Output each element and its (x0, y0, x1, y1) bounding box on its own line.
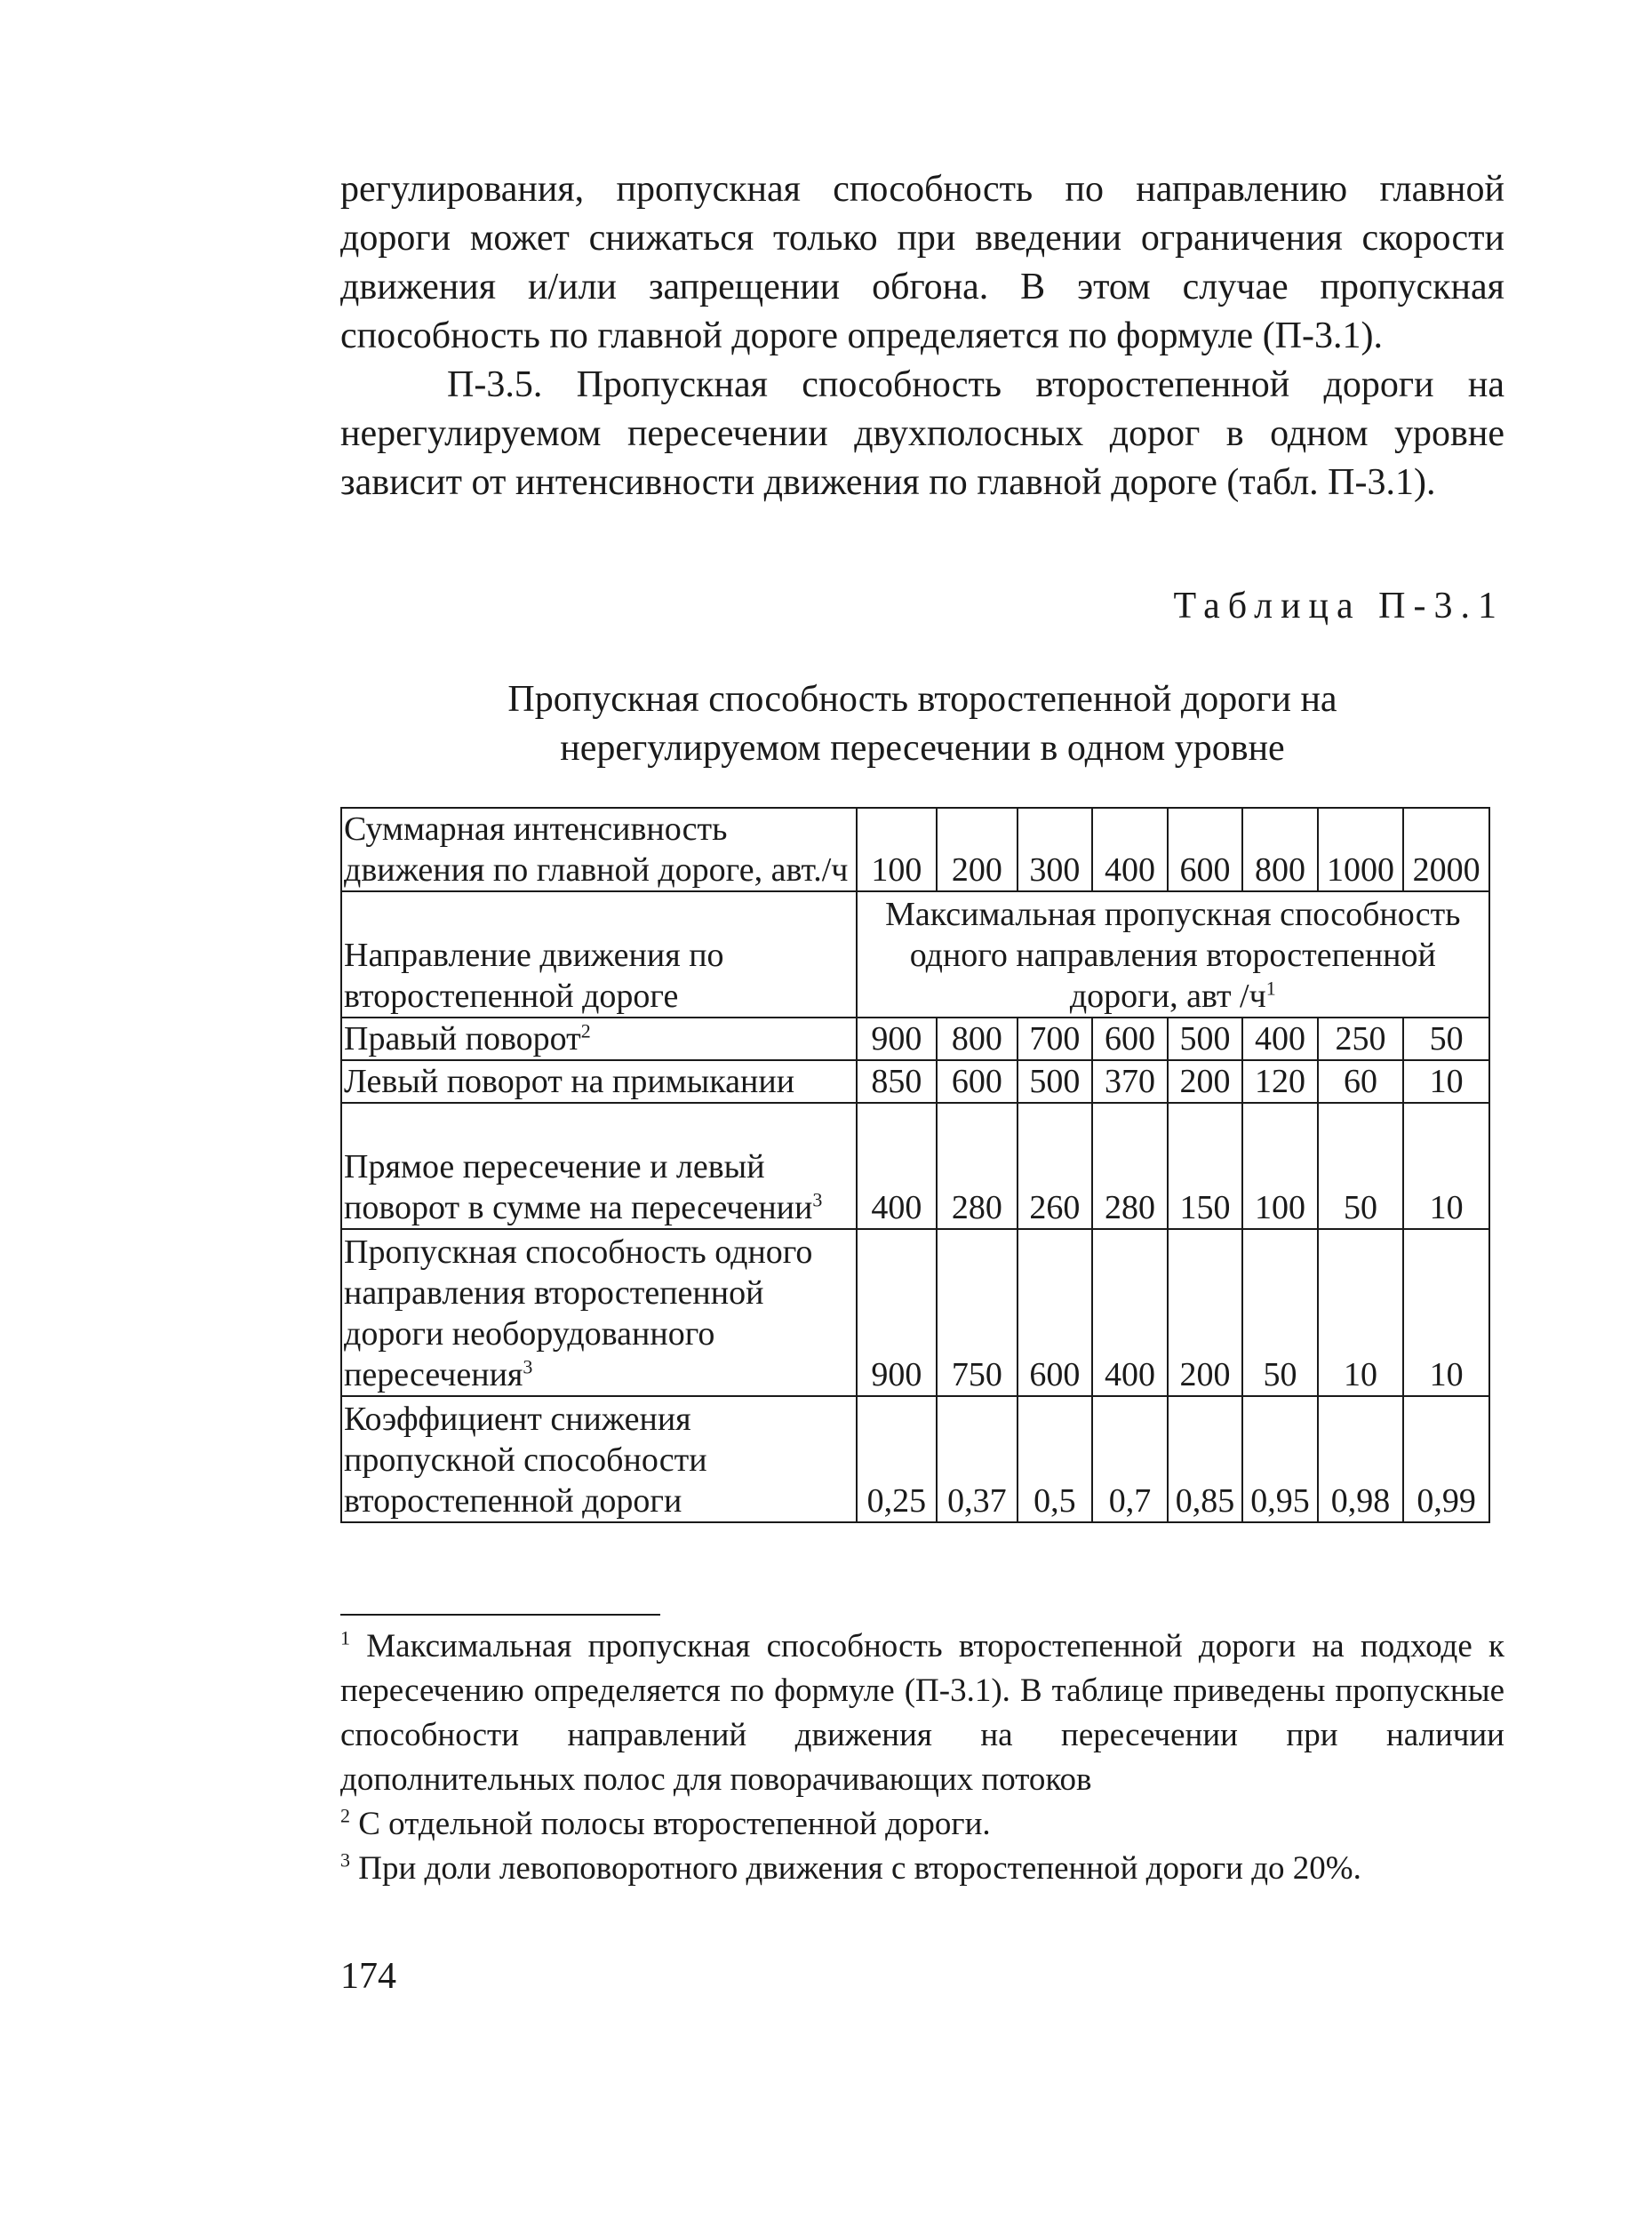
document-page (340, 0, 1504, 2219)
footnote-2 (340, 1802, 1504, 1847)
value-cell: 280 (937, 1103, 1018, 1229)
header-value-cell: 1000 (1318, 808, 1404, 891)
row-label: Правый поворот (344, 1020, 581, 1058)
value-cell: 700 (1018, 1018, 1093, 1060)
value-cell: 900 (857, 1018, 938, 1060)
header-value-cell: 600 (1168, 808, 1243, 891)
row-label: Прямое пересечение и левый поворот в сумме на пересечении (344, 1148, 813, 1226)
value-cell: 400 (1242, 1018, 1318, 1060)
value-cell: 50 (1318, 1103, 1404, 1229)
header-value-cell: 200 (937, 808, 1018, 891)
value-cell: 200 (1168, 1060, 1243, 1103)
subheader-merged-text: Максимальная пропускная способность одного направления второстепенной дороги, авт /ч (885, 896, 1461, 1015)
value-cell: 0,99 (1403, 1396, 1489, 1522)
value-cell: 0,37 (937, 1396, 1018, 1522)
row-label-cell (341, 1396, 857, 1522)
table-row (341, 1396, 1489, 1522)
value-cell: 0,95 (1242, 1396, 1318, 1522)
value-cell: 50 (1403, 1018, 1489, 1060)
value-cell: 60 (1318, 1060, 1404, 1103)
footnote-marker: 3 (340, 1848, 350, 1872)
row-label: Левый поворот на примыкании (344, 1063, 795, 1100)
footnote-marker: 3 (812, 1188, 823, 1211)
subheader-label-cell: Направление движения по второстепенной дороге (341, 891, 857, 1018)
row-label-cell (341, 1018, 857, 1060)
table-header-row (341, 808, 1489, 891)
row-label: Пропускная способность одного направления второстепенной дороги необорудованного пересечения (344, 1233, 813, 1393)
row-label: Коэффициент снижения пропускной способности второстепенной дороги (344, 1401, 707, 1520)
header-label-cell: Суммарная интенсивность движения по главной дороге, авт./ч (341, 808, 857, 891)
header-value-cell: 100 (857, 808, 938, 891)
header-value-cell: 300 (1018, 808, 1093, 891)
value-cell: 10 (1403, 1103, 1489, 1229)
subheader-merged-cell (857, 891, 1489, 1018)
row-label-cell (341, 1229, 857, 1396)
table-label: Таблица П-3.1 (1173, 586, 1504, 627)
header-value-cell: 800 (1242, 808, 1318, 891)
footnote-text: С отдельной полосы второстепенной дороги. (358, 1806, 991, 1842)
value-cell: 600 (937, 1060, 1018, 1103)
table-row (341, 1103, 1489, 1229)
value-cell: 260 (1018, 1103, 1093, 1229)
value-cell: 850 (857, 1060, 938, 1103)
value-cell: 250 (1318, 1018, 1404, 1060)
table-subheader-row (341, 891, 1489, 1018)
value-cell: 0,5 (1018, 1396, 1093, 1522)
value-cell: 900 (857, 1229, 938, 1396)
page-number: 174 (340, 1956, 396, 1997)
capacity-table (340, 807, 1490, 1523)
value-cell: 150 (1168, 1103, 1243, 1229)
value-cell: 500 (1168, 1018, 1243, 1060)
header-value-cell: 2000 (1403, 808, 1489, 891)
row-label-cell (341, 1060, 857, 1103)
value-cell: 600 (1018, 1229, 1093, 1396)
footnote-marker: 1 (340, 1626, 350, 1649)
value-cell: 10 (1403, 1229, 1489, 1396)
footnote-marker: 1 (1265, 977, 1276, 1000)
table-row (341, 1018, 1489, 1060)
value-cell: 800 (937, 1018, 1018, 1060)
value-cell: 400 (1092, 1229, 1168, 1396)
table-title-line-2: нерегулируемом пересечении в одном уровне (560, 728, 1285, 769)
value-cell: 0,85 (1168, 1396, 1243, 1522)
footnotes (340, 1624, 1504, 1891)
footnote-marker: 2 (340, 1804, 350, 1827)
value-cell: 200 (1168, 1229, 1243, 1396)
body-paragraph-2: П-3.5. Пропускная способность второстепенной дороги на нерегулируемом пересечении двухполосных дорог в одном уровне зависит от интенсивности движения по главной дороге (табл. П-3.1). (340, 364, 1504, 503)
value-cell: 0,25 (857, 1396, 938, 1522)
value-cell: 280 (1092, 1103, 1168, 1229)
value-cell: 0,7 (1092, 1396, 1168, 1522)
footnote-3 (340, 1847, 1504, 1891)
value-cell: 50 (1242, 1229, 1318, 1396)
table-row (341, 1060, 1489, 1103)
value-cell: 400 (857, 1103, 938, 1229)
footnote-divider (340, 1614, 660, 1616)
value-cell: 750 (937, 1229, 1018, 1396)
value-cell: 120 (1242, 1060, 1318, 1103)
footnote-marker: 3 (523, 1355, 533, 1378)
table-title-line-1: Пропускная способность второстепенной дороги на (507, 679, 1337, 720)
footnote-1 (340, 1624, 1504, 1802)
value-cell: 10 (1403, 1060, 1489, 1103)
row-label-cell (341, 1103, 857, 1229)
footnote-text: При доли левоповоротного движения с второстепенной дороги до 20%. (358, 1850, 1361, 1887)
table-title (340, 675, 1504, 773)
body-paragraph-1: регулирования, пропускная способность по направлению главной дороги может снижаться только при введении ограничения скорости движения и/или запрещении обгона. В этом случае пропускная способность по главной дороге определяется по формуле (П-3.1). (340, 169, 1504, 356)
header-value-cell: 400 (1092, 808, 1168, 891)
value-cell: 100 (1242, 1103, 1318, 1229)
table-row (341, 1229, 1489, 1396)
value-cell: 500 (1018, 1060, 1093, 1103)
value-cell: 0,98 (1318, 1396, 1404, 1522)
value-cell: 600 (1092, 1018, 1168, 1060)
value-cell: 10 (1318, 1229, 1404, 1396)
footnote-marker: 2 (580, 1019, 591, 1042)
footnote-text: Максимальная пропускная способность второстепенной дороги на подходе к пересечению определяется по формуле (П-3.1). В таблице приведены пропускные способности направлений движения на пересечении при наличии дополнительных полос для поворачивающих потоков (340, 1628, 1504, 1798)
value-cell: 370 (1092, 1060, 1168, 1103)
